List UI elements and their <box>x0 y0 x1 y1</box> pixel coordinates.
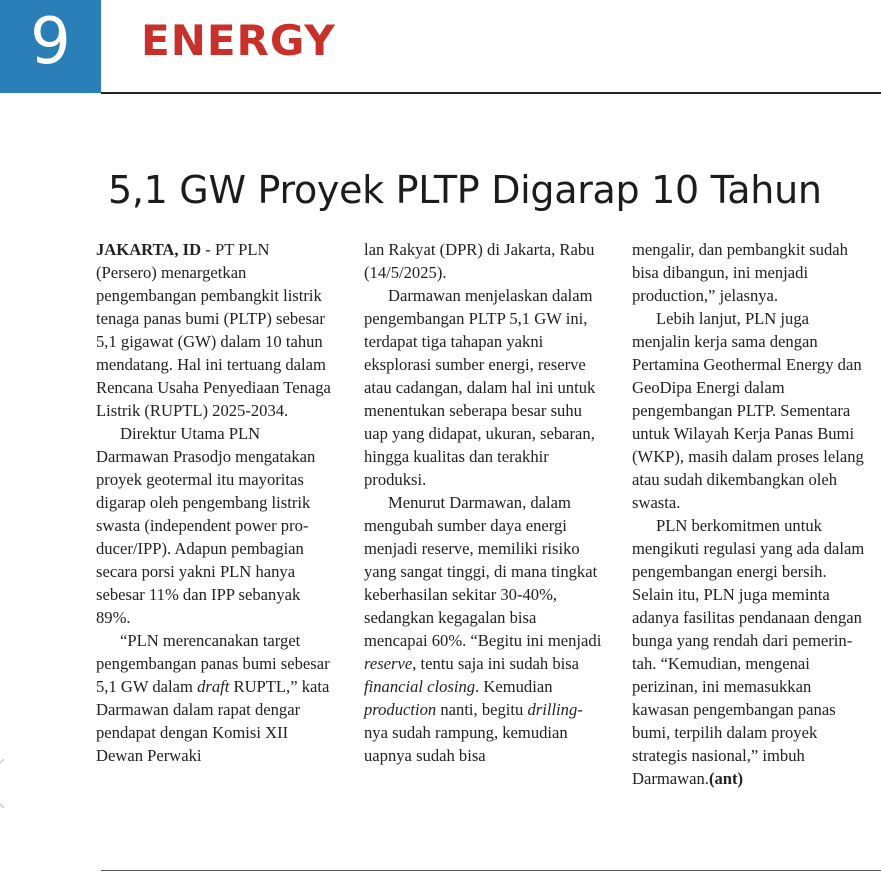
paragraph <box>632 238 870 307</box>
section-title: ENERGY <box>141 16 336 65</box>
body-text: lan Rakyat (DPR) di Jakarta, Rabu (14/5/2025). <box>364 240 595 282</box>
body-text: “PLN merencanakan target pengembangan panas bumi sebesar 5,1 GW dalam <box>96 631 330 696</box>
article-column-2 <box>364 238 602 858</box>
body-text: Menurut Darmawan, dalam mengubah sumber daya energi menjadi reserve, memiliki risiko yang sangat tinggi, di mana tingkat keberhasilan sekitar 30-40%, sedangkan kegagalan bisa mencapai 60%. “Begitu ini menjadi <box>364 493 602 650</box>
italic-text: reserve <box>364 654 413 673</box>
body-text: - PT PLN (Persero) menargetkan pengembangan pembangkit listrik tenaga panas bumi (PLTP) sebesar 5,1 gigawat (GW) dalam 10 tahun mendatang. Hal ini tertuang dalam Rencana Usaha Penyediaan Tenaga Listrik (RUPTL) 2025-2034. <box>96 240 331 420</box>
chevron-left-icon[interactable] <box>0 759 28 808</box>
headline: 5,1 GW Proyek PLTP Digarap 10 Tahun <box>108 168 822 212</box>
footer-rule <box>101 870 881 871</box>
body-text: PLN berkomitmen untuk mengikuti regulasi yang ada dalam pengembangan energi bersih. Selain itu, PLN juga meminta adanya fasilitas pendanaan dengan bunga yang rendah dari pemerintah. “Kemudian, mengenai perizinan, ini memasukkan kawasan pengembangan panas bumi, terpilih dalam proyek strategis nasional,” imbuh Darmawan. <box>632 516 865 788</box>
body-text: . Kemudian <box>475 677 553 696</box>
italic-text: financial closing <box>364 677 476 696</box>
header-rule <box>101 92 881 94</box>
body-text: -nya sudah rampung, kemudian uapnya sudah bisa <box>364 700 583 765</box>
body-text: , tentu saja ini sudah bisa <box>412 654 580 673</box>
article-body <box>96 238 871 858</box>
paragraph <box>632 514 870 790</box>
italic-text: drilling <box>527 700 578 719</box>
paragraph <box>632 307 870 514</box>
body-text: nanti, begitu <box>436 700 528 719</box>
body-text: Darmawan menjelaskan dalam pengembangan PLTP 5,1 GW ini, terdapat tiga tahapan yakni eksplorasi sumber energi, reserve atau cadangan, dalam hal ini untuk menentukan seberapa besar suhu uap yang didapat, ukuran, sebaran, hingga kualitas dan terakhir produksi. <box>364 286 596 489</box>
body-text: Lebih lanjut, PLN juga menjalin kerja sama dengan Pertamina Geothermal Energy dan GeoDipa Energi dalam pengembangan PLTP. Sementara untuk Wilayah Kerja Panas Bumi (WKP), masih dalam proses lelang atau sudah dikembangkan oleh swasta. <box>632 309 864 512</box>
article-column-1 <box>96 238 334 858</box>
paragraph <box>364 491 602 767</box>
bold-text: JAKARTA, ID <box>96 240 202 259</box>
italic-text: production <box>364 700 437 719</box>
page-number: 9 <box>0 0 101 93</box>
bold-text: (ant) <box>708 769 744 788</box>
italic-text: draft <box>197 677 230 696</box>
paragraph <box>364 284 602 491</box>
paragraph <box>96 238 334 422</box>
paragraph <box>364 238 602 284</box>
paragraph <box>96 422 334 629</box>
body-text: mengalir, dan pembangkit sudah bisa dibangun, ini menjadi production,” jelasnya. <box>632 240 848 305</box>
article-column-3 <box>632 238 870 858</box>
paragraph <box>96 629 334 767</box>
body-text: RUPTL,” kata Darmawan dalam rapat dengar pendapat dengan Komisi XII Dewan Perwaki <box>96 677 330 765</box>
body-text: Direktur Utama PLN Darmawan Prasodjo mengatakan proyek geotermal itu mayoritas digarap oleh pengembang listrik swasta (independent power producer/IPP). Adapun pembagian secara porsi yakni PLN hanya sebesar 11% dan IPP sebanyak 89%. <box>96 424 316 627</box>
